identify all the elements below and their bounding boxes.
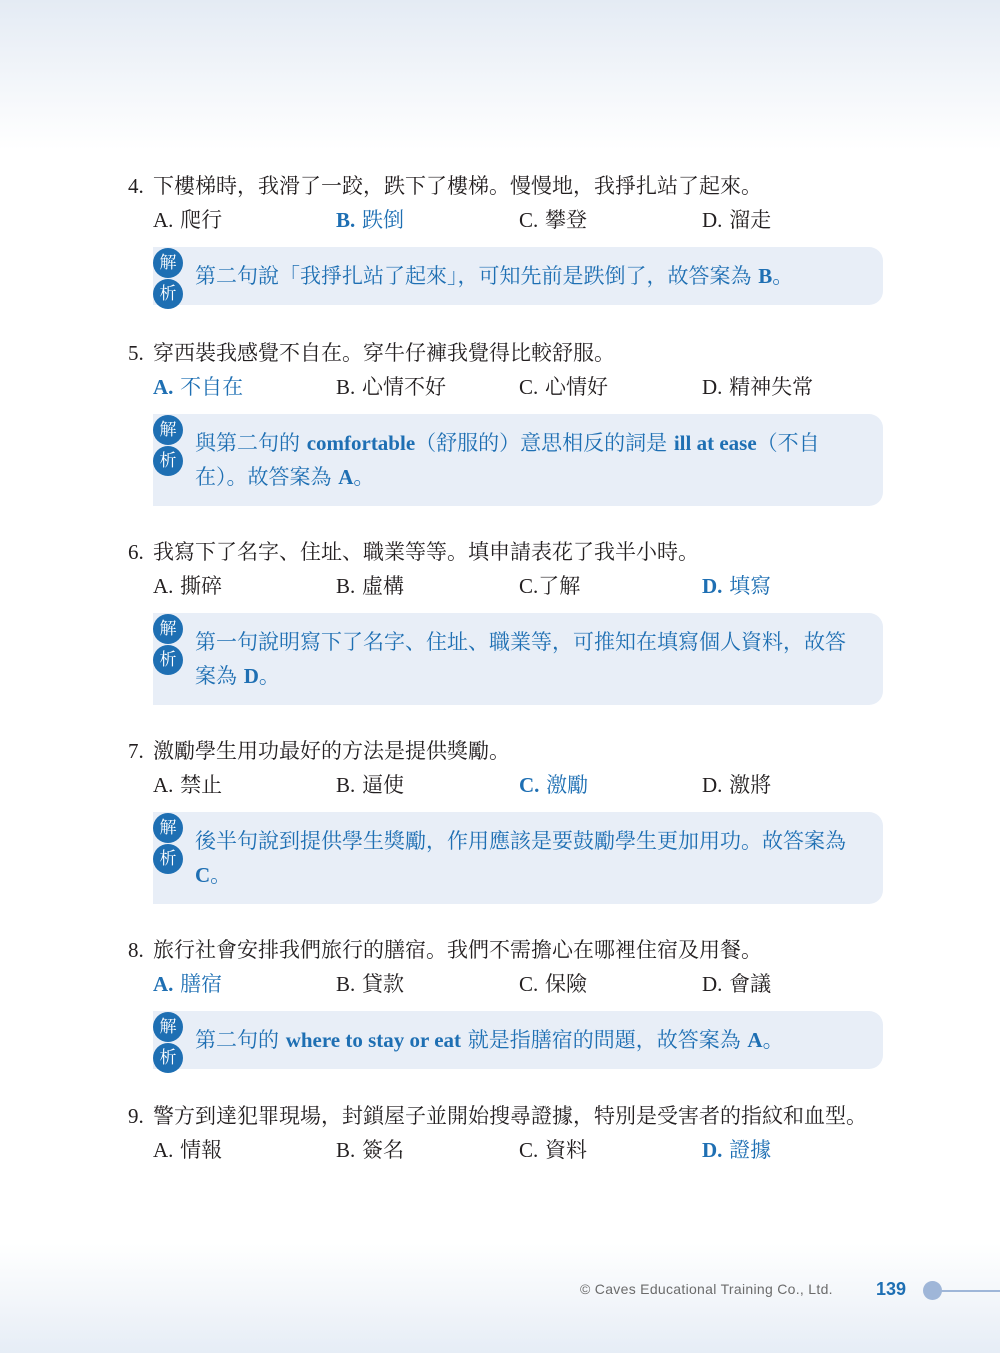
question-text: 穿西裝我感覺不自在。穿牛仔褲我覺得比較舒服。 — [153, 341, 615, 365]
page-number: 139 — [876, 1279, 907, 1299]
question-stem — [128, 536, 888, 569]
option-c: C. 保險 — [519, 972, 587, 996]
explanation-text: 與第二句的 comfortable（舒服的）意思相反的詞是 ill at ease（不自在）。故答案為 A。 — [195, 431, 820, 489]
option-d: D. 溜走 — [702, 208, 772, 232]
option-b: B. 貸款 — [336, 972, 404, 996]
page-marker-line — [940, 1290, 1000, 1292]
option-c: C.了解 — [519, 574, 581, 598]
option-b: B. 逼使 — [336, 773, 404, 797]
options-row — [153, 967, 888, 1001]
question-text: 下樓梯時，我滑了一跤，跌下了樓梯。慢慢地，我掙扎站了起來。 — [153, 174, 762, 198]
options-row — [153, 1133, 888, 1167]
options-row — [153, 569, 888, 603]
option-c: C. 資料 — [519, 1138, 587, 1162]
question-text: 我寫下了名字、住址、職業等等。填申請表花了我半小時。 — [153, 540, 699, 564]
copyright-text: © Caves Educational Training Co., Ltd. — [580, 1281, 833, 1297]
option-b-correct: B. 跌倒 — [336, 208, 404, 232]
option-a-correct: A. 不自在 — [153, 375, 244, 399]
question-7 — [128, 735, 888, 904]
options-row — [153, 768, 888, 802]
page-header-band — [0, 0, 1000, 150]
explanation-box — [153, 1011, 883, 1069]
explanation-box — [153, 414, 883, 506]
analysis-badge: 解 析 — [153, 813, 183, 875]
option-a: A. 撕碎 — [153, 574, 223, 598]
analysis-badge: 解 析 — [153, 614, 183, 676]
explanation-box — [153, 613, 883, 705]
question-number: 6. — [128, 540, 144, 564]
question-number: 9. — [128, 1104, 144, 1128]
question-5 — [128, 337, 888, 506]
question-8 — [128, 934, 888, 1069]
options-row — [153, 203, 888, 237]
option-b: B. 心情不好 — [336, 375, 446, 399]
option-b: B. 簽名 — [336, 1138, 404, 1162]
option-d: D. 會議 — [702, 972, 772, 996]
question-4 — [128, 170, 888, 305]
question-text: 旅行社會安排我們旅行的膳宿。我們不需擔心在哪裡住宿及用餐。 — [153, 938, 762, 962]
analysis-badge: 解 析 — [153, 415, 183, 477]
question-stem — [128, 934, 888, 967]
option-c: C. 心情好 — [519, 375, 608, 399]
explanation-text: 後半句說到提供學生獎勵，作用應該是要鼓勵學生更加用功。故答案為 C。 — [195, 829, 846, 887]
option-a: A. 爬行 — [153, 208, 223, 232]
question-number: 4. — [128, 174, 144, 198]
analysis-badge: 解 析 — [153, 248, 183, 310]
question-9 — [128, 1100, 888, 1167]
question-stem — [128, 735, 888, 768]
question-6 — [128, 536, 888, 705]
option-d: D. 激將 — [702, 773, 772, 797]
explanation-text: 第二句的 where to stay or eat 就是指膳宿的問題，故答案為 A。 — [195, 1028, 784, 1052]
page-footer — [0, 1276, 1000, 1306]
question-text: 警方到達犯罪現場，封鎖屋子並開始搜尋證據，特別是受害者的指紋和血型。 — [153, 1104, 867, 1128]
explanation-text: 第一句說明寫下了名字、住址、職業等，可推知在填寫個人資料，故答案為 D。 — [195, 630, 846, 688]
option-d: D. 精神失常 — [702, 375, 814, 399]
explanation-text: 第二句說「我掙扎站了起來」，可知先前是跌倒了，故答案為 B。 — [195, 264, 794, 288]
question-number: 7. — [128, 739, 144, 763]
option-a-correct: A. 膳宿 — [153, 972, 223, 996]
options-row — [153, 370, 888, 404]
option-d-correct: D. 證據 — [702, 1138, 772, 1162]
question-number: 8. — [128, 938, 144, 962]
option-a: A. 禁止 — [153, 773, 223, 797]
question-stem — [128, 1100, 888, 1133]
option-c-correct: C. 激勵 — [519, 773, 589, 797]
explanation-box — [153, 247, 883, 305]
option-d-correct: D. 填寫 — [702, 574, 772, 598]
option-a: A. 情報 — [153, 1138, 223, 1162]
option-b: B. 虛構 — [336, 574, 404, 598]
analysis-badge: 解 析 — [153, 1012, 183, 1074]
question-text: 激勵學生用功最好的方法是提供獎勵。 — [153, 739, 510, 763]
explanation-box — [153, 812, 883, 904]
question-number: 5. — [128, 341, 144, 365]
question-stem — [128, 337, 888, 370]
option-c: C. 攀登 — [519, 208, 587, 232]
question-stem — [128, 170, 888, 203]
